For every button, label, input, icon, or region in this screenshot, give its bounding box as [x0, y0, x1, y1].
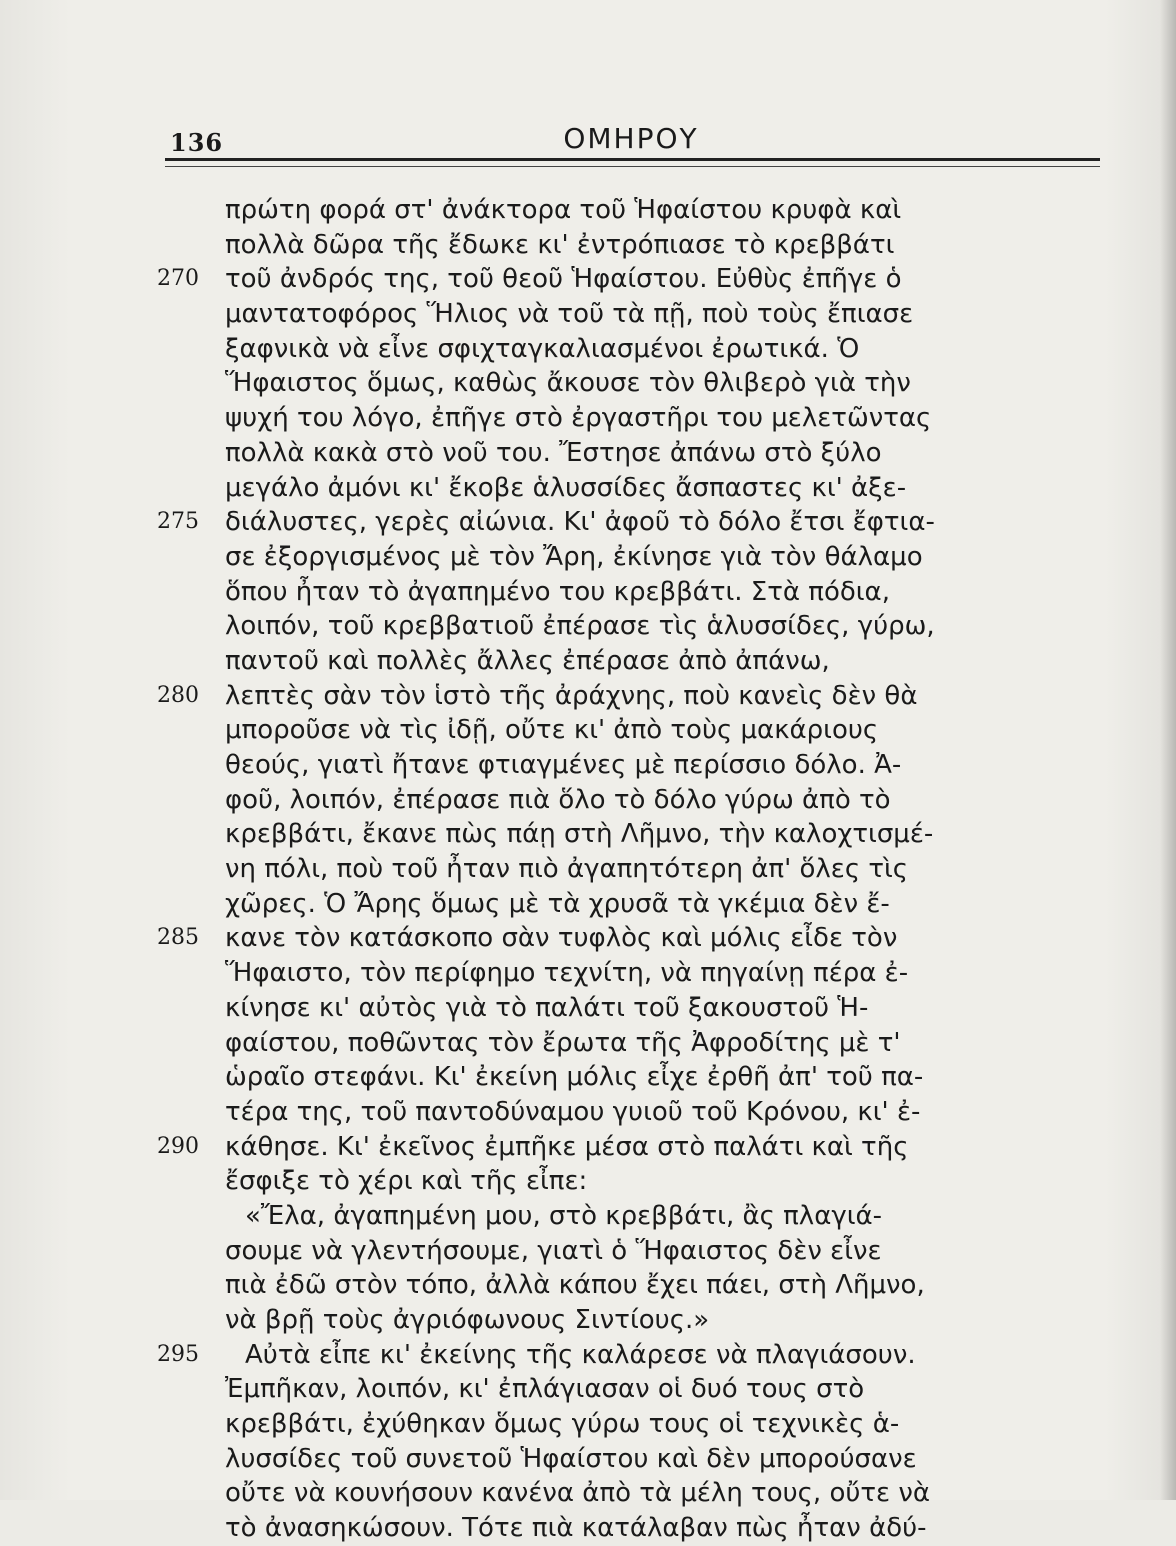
text-line	[225, 193, 1050, 228]
line-text: μποροῦσε νὰ τὶς ἰδῇ, οὔτε κι' ἀπὸ τοὺς μακάριους	[225, 715, 879, 746]
line-text: χῶρες. Ὁ Ἄρης ὅμως μὲ τὰ χρυσᾶ τὰ γκέμια δὲν ἔ-	[225, 888, 890, 919]
line-text: ὅπου ἦταν τὸ ἀγαπημένο του κρεββάτι. Στὰ πόδια,	[225, 576, 890, 607]
header-rule-thin	[165, 166, 1100, 167]
text-line	[225, 1164, 1050, 1199]
line-text: τοῦ ἀνδρός της, τοῦ θεοῦ Ἡφαίστου. Εὐθὺς ἐπῆγε ὁ	[225, 264, 902, 295]
line-text: νὰ βρῇ τοὺς ἀγριόφωνους Σιντίους.»	[225, 1305, 710, 1335]
line-text: λεπτὲς σὰν τὸν ἱστὸ τῆς ἀράχνης, ποὺ κανεὶς δὲν θὰ	[225, 680, 918, 711]
line-text: παντοῦ καὶ πολλὲς ἄλλες ἐπέρασε ἀπὸ ἀπάνω,	[225, 645, 830, 676]
text-line	[225, 1407, 1050, 1442]
line-text: ψυχή του λόγο, ἐπῆγε στὸ ἐργαστῆρι του μελετῶντας	[225, 403, 932, 434]
text-line	[225, 748, 1050, 783]
line-text: σε ἐξοργισμένος μὲ τὸν Ἄρη, ἐκίνησε γιὰ τὸν θάλαμο	[225, 541, 923, 572]
line-text: νη πόλι, ποὺ τοῦ ἦταν πιὸ ἀγαπητότερη ἀπ' ὅλες τὶς	[225, 854, 909, 885]
line-text: Ἥφαιστος ὅμως, καθὼς ἄκουσε τὸν θλιβερὸ γιὰ τὴν	[225, 368, 911, 399]
line-text: κάθησε. Κι' ἐκεῖνος ἐμπῆκε μέσα στὸ παλάτι καὶ τῆς	[225, 1131, 909, 1162]
text-line	[157, 921, 1050, 956]
line-number: 270	[157, 266, 199, 292]
text-line	[225, 1268, 1050, 1303]
text-line	[225, 956, 1050, 991]
text-line	[225, 609, 1050, 644]
text-line	[225, 540, 1050, 575]
text-line	[225, 401, 1050, 436]
line-text: οὔτε νὰ κουνήσουν κανένα ἀπὸ τὰ μέλη τους, οὔτε νὰ	[225, 1478, 931, 1509]
header-rule-thick	[165, 158, 1100, 161]
text-line	[225, 852, 1050, 887]
text-line	[225, 436, 1050, 471]
text-line	[225, 366, 1050, 401]
text-line	[157, 1130, 1050, 1165]
text-line	[225, 644, 1050, 679]
line-text: θεούς, γιατὶ ἤτανε φτιαγμένες μὲ περίσσιο δόλο. Ἀ-	[225, 750, 902, 780]
line-text: διάλυστες, γερὲς αἰώνια. Κι' ἀφοῦ τὸ δόλο ἔτσι ἔφτια-	[225, 507, 935, 538]
running-title: ΟΜΗΡΟΥ	[563, 122, 699, 155]
text-line	[225, 1303, 1050, 1338]
line-text: πολλὰ δῶρα τῆς ἔδωκε κι' ἐντρόπιασε τὸ κρεββάτι	[225, 229, 895, 260]
line-text: Ἐμπῆκαν, λοιπόν, κι' ἐπλάγιασαν οἱ δυό τους στὸ	[225, 1374, 865, 1405]
text-line	[225, 1026, 1050, 1061]
text-line	[225, 1372, 1050, 1407]
text-line	[225, 297, 1050, 332]
line-text: κίνησε κι' αὐτὸς γιὰ τὸ παλάτι τοῦ ξακουστοῦ Ἡ-	[225, 992, 869, 1023]
page-header	[165, 110, 1097, 160]
line-text: ξαφνικὰ νὰ εἶνε σφιχταγκαλιασμένοι ἐρωτικά. Ὁ	[225, 333, 860, 364]
text-line	[225, 713, 1050, 748]
line-text: φαίστου, ποθῶντας τὸν ἔρωτα τῆς Ἀφροδίτης μὲ τ'	[225, 1027, 901, 1058]
text-line	[225, 887, 1050, 922]
line-text: μεγάλο ἀμόνι κι' ἔκοβε ἁλυσσίδες ἄσπαστες κι' ἀξε-	[225, 472, 907, 503]
line-text: ἔσφιξε τὸ χέρι καὶ τῆς εἶπε:	[225, 1166, 588, 1197]
text-line	[157, 679, 1050, 714]
line-number: 280	[157, 682, 199, 708]
text-line	[225, 1234, 1050, 1269]
line-text: λοιπόν, τοῦ κρεββατιοῦ ἐπέρασε τὶς ἁλυσσίδες, γύρω,	[225, 611, 935, 642]
text-line	[225, 471, 1050, 506]
line-text: ὡραῖο στεφάνι. Κι' ἐκείνη μόλις εἶχε ἐρθῆ ἀπ' τοῦ πα-	[225, 1062, 924, 1093]
line-text: σουμε νὰ γλεντήσουμε, γιατὶ ὁ Ἥφαιστος δὲν εἶνε	[225, 1235, 882, 1266]
text-line	[225, 1511, 1050, 1546]
line-text: μαντατοφόρος Ἥλιος νὰ τοῦ τὰ πῇ, ποὺ τοὺς ἔπιασε	[225, 299, 914, 330]
text-line	[157, 1338, 1050, 1373]
text-line	[225, 1199, 1050, 1234]
text-line	[225, 1060, 1050, 1095]
text-line	[225, 991, 1050, 1026]
text-line	[157, 262, 1050, 297]
text-line	[225, 332, 1050, 367]
line-text: πιὰ ἐδῶ στὸν τόπο, ἀλλὰ κάπου ἔχει πάει, στὴ Λῆμνο,	[225, 1270, 925, 1301]
line-number: 295	[157, 1341, 199, 1367]
body-text	[157, 193, 1050, 1546]
line-text: τέρα της, τοῦ παντοδύναμου γυιοῦ τοῦ Κρόνου, κι' ἐ-	[225, 1096, 921, 1127]
text-line	[157, 505, 1050, 540]
text-line	[225, 575, 1050, 610]
line-text: κρεββάτι, ἐχύθηκαν ὅμως γύρω τους οἱ τεχνικὲς ἁ-	[225, 1409, 900, 1440]
text-line	[225, 817, 1050, 852]
line-number: 275	[157, 509, 199, 535]
page-edge-shadow	[1160, 0, 1176, 1500]
line-text: φοῦ, λοιπόν, ἐπέρασε πιὰ ὅλο τὸ δόλο γύρω ἀπὸ τὸ	[225, 784, 891, 815]
line-text: Ἥφαιστο, τὸν περίφημο τεχνίτη, νὰ πηγαίνῃ πέρα ἐ-	[225, 958, 909, 989]
line-number: 285	[157, 925, 199, 951]
line-text: κρεββάτι, ἔκανε πὼς πάῃ στὴ Λῆμνο, τὴν καλοχτισμέ-	[225, 819, 934, 850]
text-line	[225, 1476, 1050, 1511]
text-line	[225, 1442, 1050, 1477]
page-number: 136	[170, 128, 224, 157]
line-text: πρώτη φορά στ' ἀνάκτορα τοῦ Ἡφαίστου κρυφὰ καὶ	[225, 195, 902, 225]
line-text: κανε τὸν κατάσκοπο σὰν τυφλὸς καὶ μόλις εἶδε τὸν	[225, 923, 898, 954]
line-text: λυσσίδες τοῦ συνετοῦ Ἡφαίστου καὶ δὲν μπορούσανε	[225, 1443, 917, 1474]
text-line	[225, 1095, 1050, 1130]
line-text: τὸ ἀνασηκώσουν. Τότε πιὰ κατάλαβαν πὼς ἦταν ἀδύ-	[225, 1513, 927, 1544]
line-text: πολλὰ κακὰ στὸ νοῦ του. Ἔστησε ἀπάνω στὸ ξύλο	[225, 437, 882, 468]
line-number: 290	[157, 1133, 199, 1159]
line-text: «Ἔλα, ἀγαπημένη μου, στὸ κρεββάτι, ἂς πλαγιά-	[245, 1200, 883, 1231]
text-line	[225, 783, 1050, 818]
text-line	[225, 228, 1050, 263]
line-text: Αὐτὰ εἶπε κι' ἐκείνης τῆς καλάρεσε νὰ πλαγιάσουν.	[245, 1339, 916, 1370]
